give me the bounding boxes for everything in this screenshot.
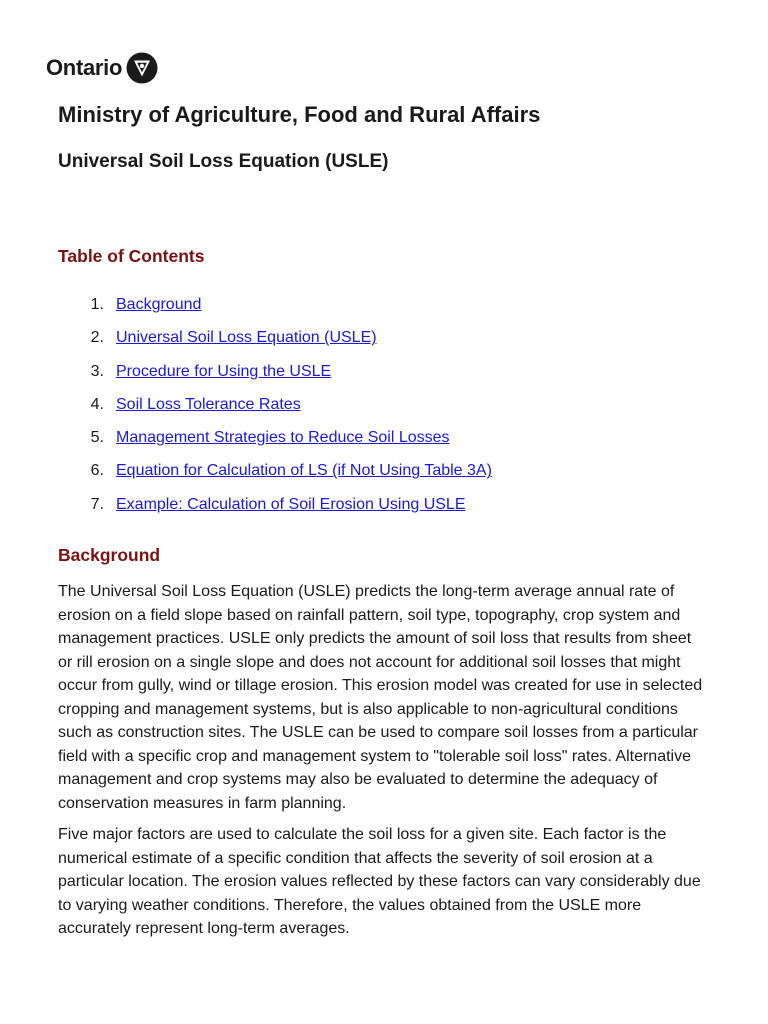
logo-text: Ontario bbox=[46, 55, 123, 80]
toc-item bbox=[58, 393, 708, 426]
toc-number: 5. bbox=[90, 429, 104, 447]
toc-heading: Table of Contents bbox=[58, 246, 205, 266]
toc-link-ls-equation[interactable]: Equation for Calculation of LS (if Not Using Table 3A) bbox=[116, 462, 492, 480]
toc-number: 4. bbox=[90, 395, 104, 413]
toc-number: 1. bbox=[90, 296, 104, 313]
page-title: Universal Soil Loss Equation (USLE) bbox=[58, 151, 389, 172]
toc-link-tolerance-rates[interactable]: Soil Loss Tolerance Rates bbox=[116, 395, 301, 413]
toc-item bbox=[58, 459, 708, 492]
table-of-contents bbox=[58, 293, 708, 526]
toc-link-procedure[interactable]: Procedure for Using the USLE bbox=[116, 362, 332, 380]
toc-number: 2. bbox=[90, 329, 104, 347]
ministry-title: Ministry of Agriculture, Food and Rural Affairs bbox=[58, 102, 541, 127]
toc-item bbox=[58, 426, 708, 459]
toc-number: 7. bbox=[90, 495, 104, 513]
toc-item bbox=[58, 493, 708, 526]
toc-link-management-strategies[interactable]: Management Strategies to Reduce Soil Losses bbox=[116, 429, 450, 447]
toc-item bbox=[58, 360, 708, 393]
trillium-icon bbox=[126, 52, 158, 84]
toc-number: 3. bbox=[90, 362, 104, 380]
body-paragraph: Five major factors are used to calculate the soil loss for a given site. Each factor is the numerical estimate of a specific condition that affects the severity of soil erosion at a particular location. The erosion values reflected by these factors can vary considerably due to varying weather conditions. Therefore, the values obtained from the USLE more accurately represent long-term averages. bbox=[58, 826, 701, 937]
toc-link-example[interactable]: Example: Calculation of Soil Erosion Using USLE bbox=[116, 495, 466, 513]
toc-number: 6. bbox=[90, 462, 104, 480]
toc-item bbox=[58, 293, 708, 326]
body-paragraph: The Universal Soil Loss Equation (USLE) predicts the long-term average annual rate of erosion on a field slope based on rainfall pattern, soil type, topography, crop system and management practices. USLE only predicts the amount of soil loss that results from sheet or rill erosion on a single slope and does not account for additional soil losses that might occur from gully, wind or tillage erosion. This erosion model was created for use in selected cropping and management systems, but is also applicable to non-agricultural conditions such as construction sites. The USLE can be used to compare soil losses from a particular field with a specific crop and management system to "tolerable soil loss" rates. Alternative management and crop systems may also be evaluated to determine the adequacy of conservation measures in farm planning. bbox=[58, 583, 703, 812]
toc-link-background[interactable]: Background bbox=[116, 296, 202, 313]
ontario-logo[interactable] bbox=[46, 52, 158, 84]
toc-link-usle[interactable]: Universal Soil Loss Equation (USLE) bbox=[116, 329, 377, 347]
toc-item bbox=[58, 326, 708, 359]
section-heading-background: Background bbox=[58, 545, 161, 565]
